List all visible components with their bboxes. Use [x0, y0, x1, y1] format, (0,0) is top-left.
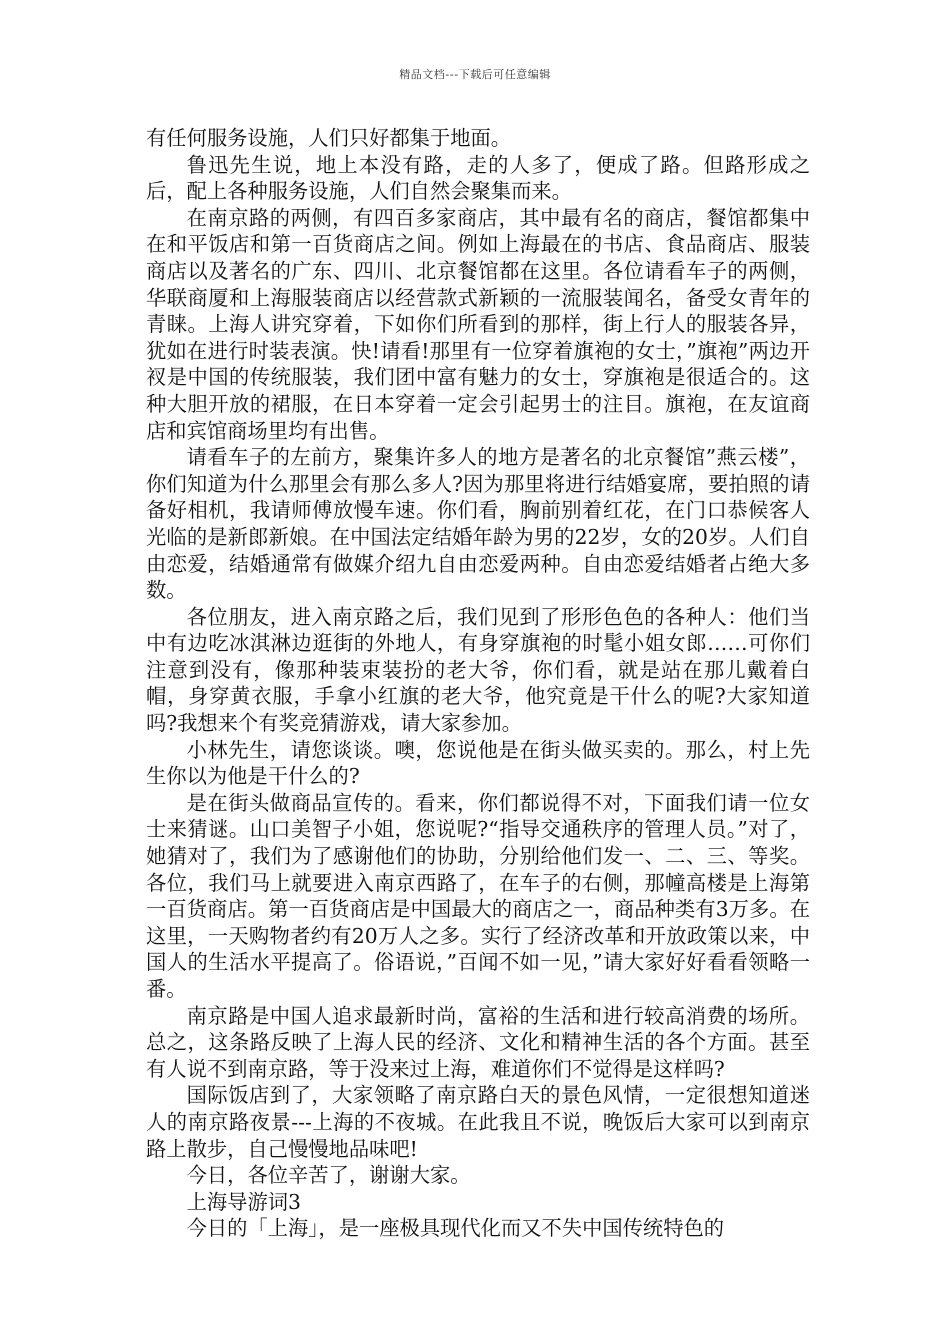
- paragraph: 小林先生，请您谈谈。噢，您说他是在街头做买卖的。那么，村上先生你以为他是干什么的?: [146, 737, 810, 789]
- paragraph: 今日的「上海」，是一座极具现代化而又不失中国传统特色的: [186, 1216, 725, 1241]
- paragraph: 南京路是中国人追求最新时尚，富裕的生活和进行较高消费的场所。总之，这条路反映了上海人民的经济、文化和精神生活的各个方面。甚至有人说不到南京路，等于没来过上海，难道你们不觉得是这样吗?: [146, 1003, 810, 1081]
- paragraph: 各位朋友，进入南京路之后，我们见到了形形色色的各种人：他们当中有边吃冰淇淋边逛街的外地人，有身穿旗袍的时髦小姐女郎……可你们注意到没有，像那种装束装扮的老大爷，你们看，就是站在那儿戴着白帽，身穿黄衣服，手拿小红旗的老大爷，他究竟是干什么的呢?大家知道吗?我想来个有奖竞猜游戏，请大家参加。: [146, 604, 810, 736]
- paragraph-continuation: 有任何服务设施，人们只好都集于地面。: [146, 126, 512, 150]
- paragraph: 今日，各位辛苦了，谢谢大家。: [186, 1163, 471, 1188]
- paragraph: 请看车子的左前方，聚集许多人的地方是著名的北京餐馆”燕云楼”，你们知道为什么那里会有那么多人?因为那里将进行结婚宴席，要拍照的请备好相机，我请师傅放慢车速。你们看，胸前别着红花，在门口恭候客人光临的是新郎新娘。在中国法定结婚年龄为男的22岁，女的20岁。人们自由恋爱，结婚通常有做媒介绍九自由恋爱两种。自由恋爱结婚者占绝大多数。: [146, 445, 810, 603]
- section-heading: 上海导游词3: [186, 1189, 301, 1214]
- document-body: [146, 125, 810, 1242]
- paragraph: 国际饭店到了，大家领略了南京路白天的景色风情，一定很想知道迷人的南京路夜景---上海的不夜城。在此我且不说，晚饭后大家可以到南京路上散步，自己慢慢地品味吧!: [146, 1083, 810, 1161]
- page-header: 精品文档---下载后可任意编辑: [399, 68, 551, 81]
- paragraph: 在南京路的两侧，有四百多家商店，其中最有名的商店，餐馆都集中在和平饭店和第一百货商店之间。例如上海最在的书店、食品商店、服装商店以及著名的广东、四川、北京餐馆都在这里。各位请看车子的两侧，华联商厦和上海服装商店以经营款式新颖的一流服装闻名，备受女青年的青睐。上海人讲究穿着，下如你们所看到的那样，街上行人的服装各异，犹如在进行时装表演。快!请看!那里有一位穿着旗袍的女士，”旗袍”两边开衩是中国的传统服装，我们团中富有魅力的女士，穿旗袍是很适合的。这种大胆开放的裙服，在日本穿着一定会引起男士的注目。旗袍，在友谊商店和宾馆商场里均有出售。: [146, 205, 810, 443]
- paragraph: 是在街头做商品宣传的。看来，你们都说得不对，下面我们请一位女士来猜谜。山口美智子小姐，您说呢?“指导交通秩序的管理人员。”对了，她猜对了，我们为了感谢他们的协助，分别给他们发一、二、三、等奖。各位，我们马上就要进入南京西路了，在车子的右侧，那幢高楼是上海第一百货商店。第一百货商店是中国最大的商店之一，商品种类有3万多。在这里，一天购物者约有20万人之多。实行了经济改革和开放政策以来，中国人的生活水平提高了。俗语说，”百闻不如一见，”请大家好好看看领略一番。: [146, 790, 810, 1001]
- paragraph: 鲁迅先生说，地上本没有路，走的人多了，便成了路。但路形成之后，配上各种服务设施，人们自然会聚集而来。: [146, 152, 810, 204]
